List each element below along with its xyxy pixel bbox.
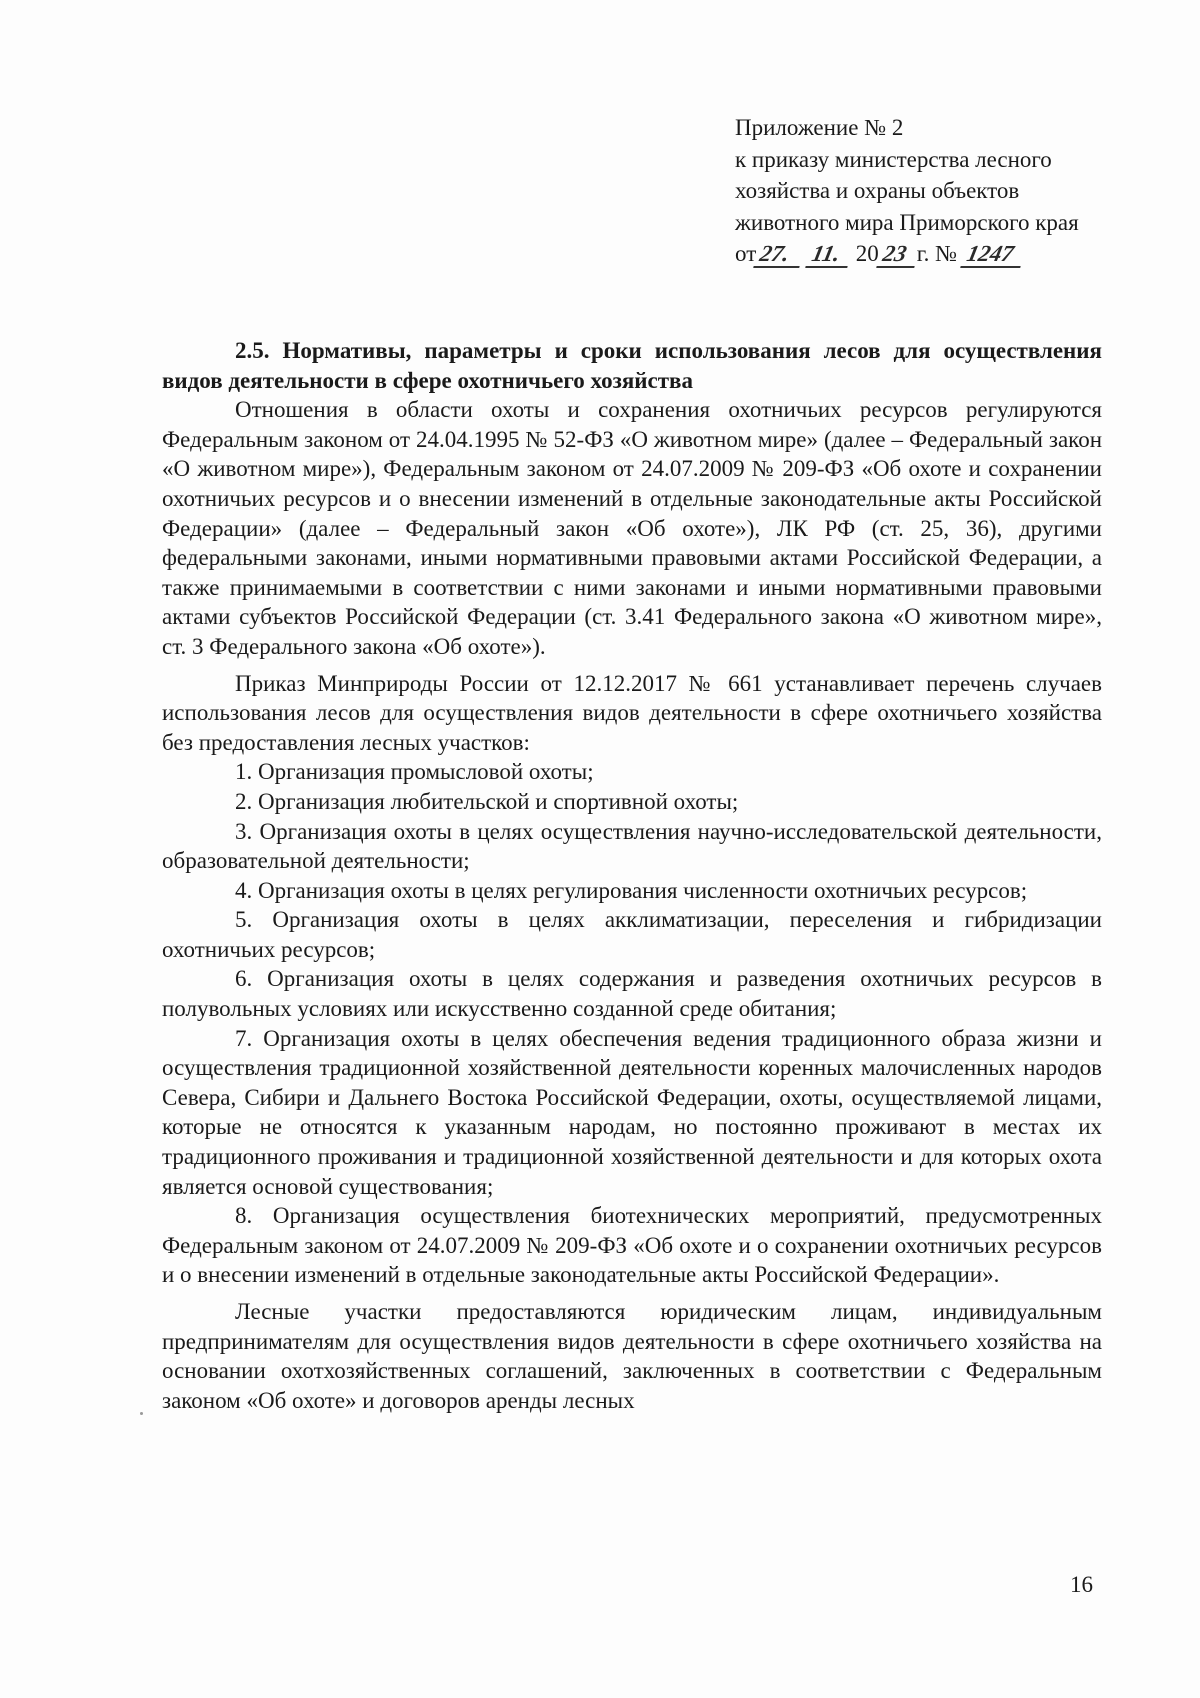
appendix-date-line <box>735 238 1135 270</box>
paragraph: Приказ Минприроды России от 12.12.2017 № 661 устанавливает перечень случаев использования лесов для осуществления видов деятельности в сфере охотничьего хозяйства без предоставления лесных участков: <box>162 670 1102 755</box>
list-item: 1. Организация промысловой охоты; <box>235 759 594 785</box>
list-item: 8. Организация осуществления биотехнических мероприятий, предусмотренных Федеральным законом от 24.07.2009 № 209-ФЗ «Об охоте и о сохранении охотничьих ресурсов и о внесении изменений в отдельные законодательные акты Российской Федерации». <box>162 1203 1102 1288</box>
paragraph: Лесные участки предоставляются юридическим лицам, индивидуальным предпринимателям для осуществления видов деятельности в сфере охотничьего хозяйства на основании охотхозяйственных соглашений, заключенных в соответствии с Федеральным законом «Об охоте» и договоров аренды лесных <box>162 1299 1102 1413</box>
appendix-header <box>735 112 1135 270</box>
paragraph: Отношения в области охоты и сохранения охотничьих ресурсов регулируются Федеральным законом от 24.04.1995 № 52-ФЗ «О животном мире» (далее – Федеральный закон «О животном мире»), Федеральным законом от 24.07.2009 № 209-ФЗ «Об охоте и сохранении охотничьих ресурсов и о внесении изменений в отдельные законодательные акты Российской Федерации» (далее – Федеральный закон «Об охоте»), ЛК РФ (ст. 25, 36), другими федеральными законами, иными нормативными правовыми актами Российской Федерации, а также принимаемыми в соответствии с ними законами и иными нормативными правовыми актами субъектов Российской Федерации (ст. 3.41 Федерального закона «О животном мире», ст. 3 Федерального закона «Об охоте»). <box>162 397 1102 659</box>
appendix-title: Приложение № 2 <box>735 115 904 140</box>
year-prefix: 20 <box>855 241 879 266</box>
appendix-line: к приказу министерства лесного <box>735 146 1052 172</box>
appendix-line: хозяйства и охраны объектов <box>735 178 1020 203</box>
list-item: 6. Организация охоты в целях содержания и разведения охотничьих ресурсов в полувольных условиях или искусственно созданной среде обитания; <box>162 966 1102 1022</box>
appendix-line: животного мира Приморского края <box>735 209 1079 235</box>
handwritten-order-number: 1247 <box>960 242 1026 268</box>
list-item: 3. Организация охоты в целях осуществления научно-исследовательской деятельности, образовательной деятельности; <box>162 818 1102 874</box>
handwritten-day: 27. <box>753 242 805 268</box>
handwritten-year: 23 <box>876 242 920 268</box>
list-item: 5. Организация охоты в целях акклиматизации, переселения и гибридизации охотничьих ресурсов; <box>162 907 1102 962</box>
handwritten-month: 11. <box>805 242 853 268</box>
list-item: 2. Организация любительской и спортивной охоты; <box>235 788 739 814</box>
page-number: 16 <box>1070 1572 1093 1597</box>
section-heading: 2.5. Нормативы, параметры и сроки использования лесов для осуществления видов деятельности в сфере охотничьего хозяйства <box>162 338 1102 393</box>
document-body <box>162 336 1102 1415</box>
list-item: 7. Организация охоты в целях обеспечения ведения традиционного образа жизни и осуществления традиционной хозяйственной деятельности коренных малочисленных народов Севера, Сибири и Дальнего Востока Российской Федерации, охоты, осуществляемой лицами, которые не относятся к указанным народам, но постоянно проживают в местах их традиционного проживания и традиционной хозяйственной деятельности и для которых охота является основой существования; <box>162 1025 1102 1199</box>
list-item: 4. Организация охоты в целях регулирования численности охотничьих ресурсов; <box>235 877 1028 903</box>
date-suffix: г. № <box>916 241 958 266</box>
scan-speck <box>140 1412 143 1415</box>
date-prefix: от <box>735 241 757 266</box>
